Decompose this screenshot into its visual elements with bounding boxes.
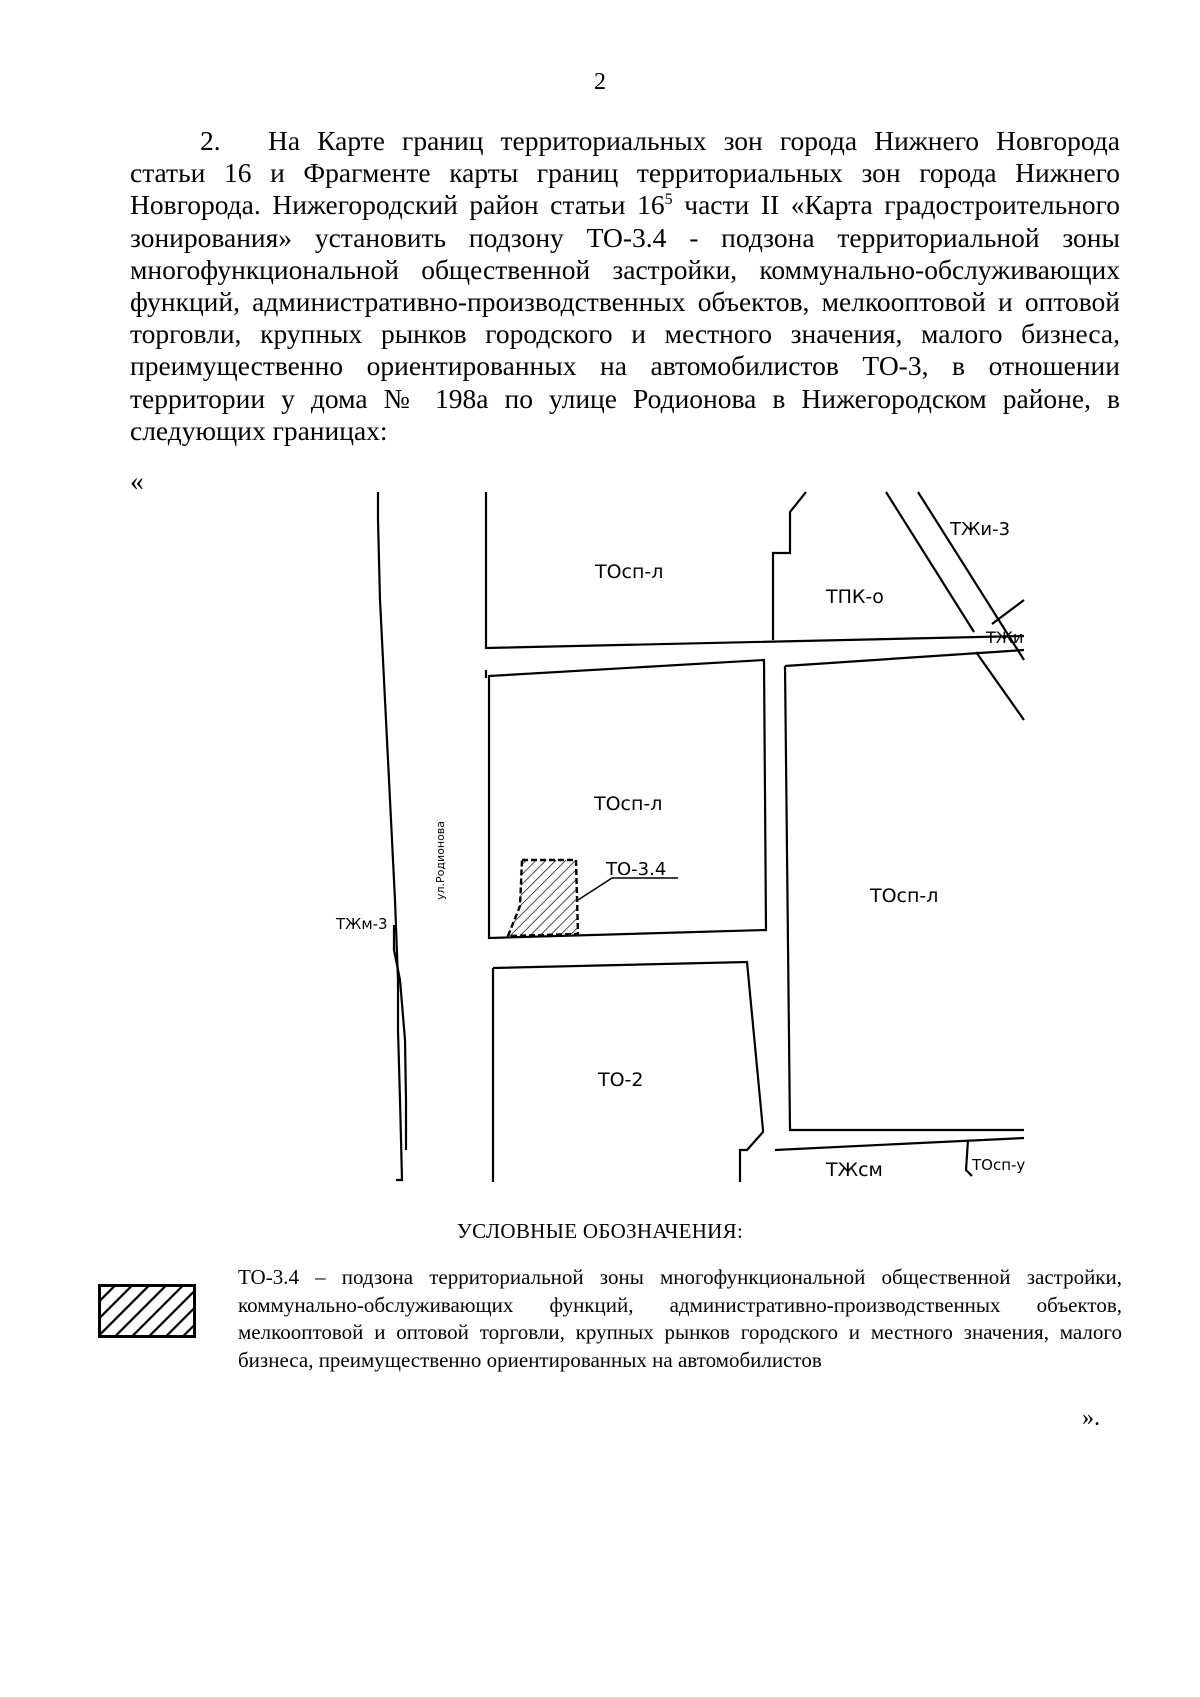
label-tzhi-cut: ТЖи [986,628,1024,647]
block-tosp-top [486,492,1024,648]
label-tpk-o: ТПК-о [826,586,884,608]
page-number: 2 [594,69,606,95]
paragraph-number: 2. [200,125,221,156]
label-tosp-center: ТОсп-л [594,793,663,815]
opening-quote: « [130,465,144,496]
label-tzhsm: ТЖсм [826,1159,883,1181]
closing-quote: ». [1082,1405,1100,1431]
paragraph-text-part2: части II «Карта градостроительного зонирования» установить подзону ТО-3.4 - подзона территориальной зоны многофункциональной общественной застройки, коммунально-обслуживающих функций, административно-производственных объектов, мелкооптовой и оптовой торговли, крупных рынков городского и местного значения, малого бизнеса, преимущественно ориентированных на автомобилистов ТО-3, в отношении территории у дома № 198а по улице Родионова в Нижегородском районе, в следующих границах: [130,189,1120,446]
label-tosp-top: ТОсп-л [595,561,664,583]
street-left-boundary [378,492,402,1180]
label-tosp-right: ТОсп-л [870,885,939,907]
legend-hatch-swatch [98,1284,196,1338]
diagonal-line-4 [976,652,1024,720]
label-to-2: ТО-2 [598,1069,644,1091]
label-to-3-4: ТО-3.4 [606,859,667,880]
road-edge-bottom [775,1138,1024,1150]
label-street: ул.Родионова [434,820,447,900]
label-tzhm-3: ТЖм-3 [336,915,388,933]
block-tpk-left [773,492,806,640]
paragraph-text-part1: На Карте границ территориальных зон города Нижнего Новгорода статьи 16 и Фрагменте карты границ территориальных зон города Нижнего Новгорода. Нижегородский район статьи 16 [130,125,1120,221]
parcel-leader-line [578,878,678,900]
label-tosp-u: ТОсп-у [972,1156,1026,1174]
diagonal-line-3 [992,600,1024,624]
label-tzhi-3: ТЖи-3 [950,519,1011,540]
legend-title: УСЛОВНЫЕ ОБОЗНАЧЕНИЯ: [456,1219,744,1243]
paragraph-superscript: 5 [664,191,673,209]
legend-description: ТО-3.4 – подзона территориальной зоны многофункциональной общественной застройки, коммунально-обслуживающих функций, административно-производственных объектов, мелкооптовой и оптовой торговли, крупных рынков городского и местного значения, малого бизнеса, преимущественно ориентированных на автомобилистов [238,1265,1122,1372]
parcel-to-3-4 [508,860,578,936]
